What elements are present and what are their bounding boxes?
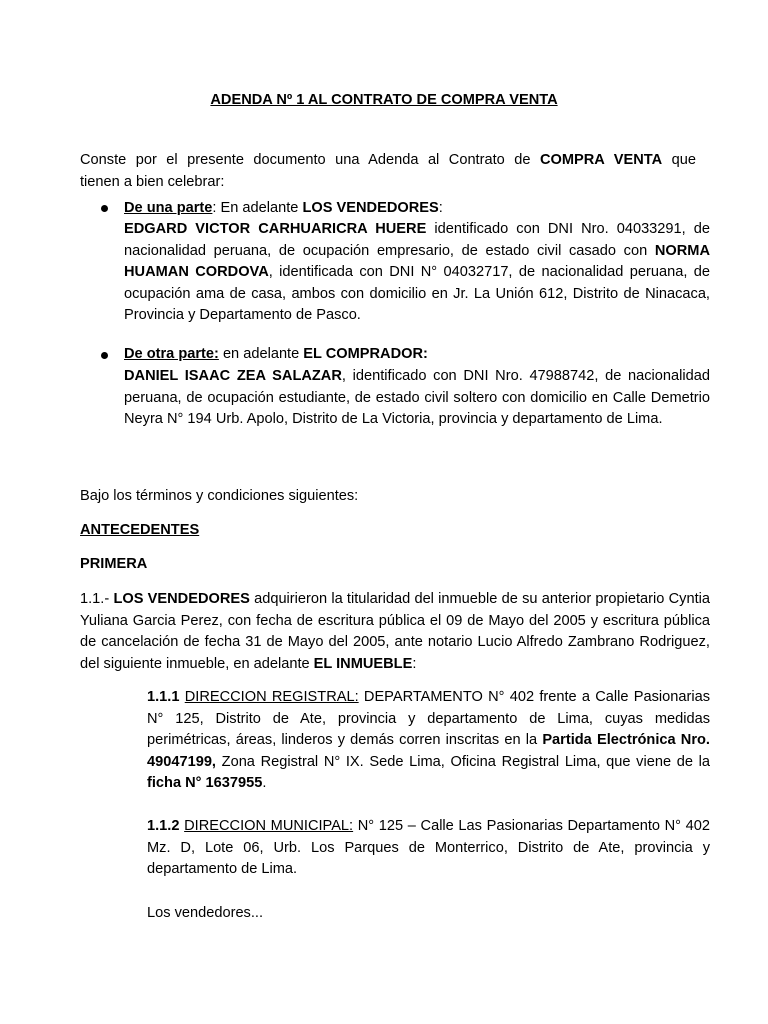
clause-1-1-number: 1.1.- [80,591,114,607]
intro-text: Conste por el presente documento una Adenda al Contrato de [80,152,531,168]
file-number: ficha N° 1637955 [147,775,263,791]
seller-details-2: , identificada con DNI N° 04032717, de nacionalidad peruana, de ocupación ama de casa, ambos con domicilio en Jr. La Unión 612, Distrito de Ninacaca, Provincia y Departamento de Pasco. [124,264,710,323]
party-one-paragraph [124,219,710,327]
registry-zone-text: Zona Registral N° IX. Sede Lima, Oficina Registral Lima, que viene de la [216,753,710,770]
clause-1-1-text: adquirieron la titularidad del inmueble de su anterior propietario Cyntia Yuliana Garcia Perez, con fecha de escritura pública el 09 de Mayo del 2005 y escritura pública de cancelación de fecha 31 de Mayo del 2005, ante notario Lucio Alfredo Zambrano Rodriguez, del siguiente inmueble, en adelante [80,591,710,672]
buyer-name: DANIEL ISAAC ZEA SALAZAR [124,368,342,384]
seller-name-2: NORMA HUAMAN CORDOVA [124,242,710,280]
closing-text: Los vendedores... [147,905,264,921]
clause-1-1 [80,589,710,675]
clause-1-1-1 [147,687,710,795]
property-label: EL INMUEBLE [313,655,413,672]
municipal-address-label: DIRECCION MUNICIPAL: [184,818,354,834]
municipal-address-text: N° 125 – Calle Las Pasionarias Departamento N° 402 Mz. D, Lote 06, Urb. Los Parques de Monterrico, Distrito de Ate, provincia y departamento de Lima. [147,818,711,877]
bullet-icon [101,352,108,359]
sellers-label: LOS VENDEDORES [302,200,439,216]
party-two-heading [124,344,428,366]
registry-address-label: DIRECCION REGISTRAL: [184,689,359,705]
clause-1-1-2-number: 1.1.2 [147,818,180,834]
bullet-icon [101,205,108,212]
document-title: ADENDA Nº 1 AL CONTRATO DE COMPRA VENTA [210,92,558,108]
party-two-mid: en adelante [218,346,304,362]
party-two-label: De otra parte: [124,346,219,362]
party-one-label: De una parte [124,200,213,216]
party-one-colon: : [438,200,443,216]
contract-type: COMPRA VENTA [539,152,663,168]
buyer-details: , identificado con DNI Nro. 47988742, de nacionalidad peruana, de ocupación estudiante, de estado civil soltero con domicilio en Calle Demetrio Neyra N° 194 Urb. Apolo, Distrito de La Victoria, provincia y departamento de Lima. [124,368,710,427]
clause-1-1-1-end: . [262,775,267,791]
party-two-paragraph [124,366,710,431]
intro-text-end: que [671,152,696,168]
clause-1-1-2 [147,816,710,881]
terms-intro: Bajo los términos y condiciones siguientes: [80,488,359,504]
antecedentes-heading: ANTECEDENTES [80,522,200,538]
registry-address-text: DEPARTAMENTO N° 402 frente a Calle Pasionarias N° 125, Distrito de Ate, provincia y departamento de Lima, cuyas medidas perimétricas, áreas, linderos y demás corren inscritas en la [147,689,711,748]
seller-name-1: EDGARD VICTOR CARHUARICRA HUERE [124,221,427,237]
primera-heading: PRIMERA [80,556,148,572]
clause-1-1-colon: : [412,655,417,672]
clause-1-1-sellers: LOS VENDEDORES [113,591,250,607]
party-one-heading [124,198,443,220]
party-one-mid: : En adelante [212,200,303,216]
electronic-entry: Partida Electrónica Nro. 49047199, [147,732,710,770]
clause-1-1-1-number: 1.1.1 [147,689,180,705]
seller-details-1: identificado con DNI Nro. 04033291, de nacionalidad peruana, de ocupación empresario, de estado civil casado con [124,221,711,259]
intro-paragraph [80,150,696,193]
buyer-label: EL COMPRADOR: [303,346,428,362]
intro-line-1 [80,150,696,172]
intro-line-2: tienen a bien celebrar: [80,173,225,190]
